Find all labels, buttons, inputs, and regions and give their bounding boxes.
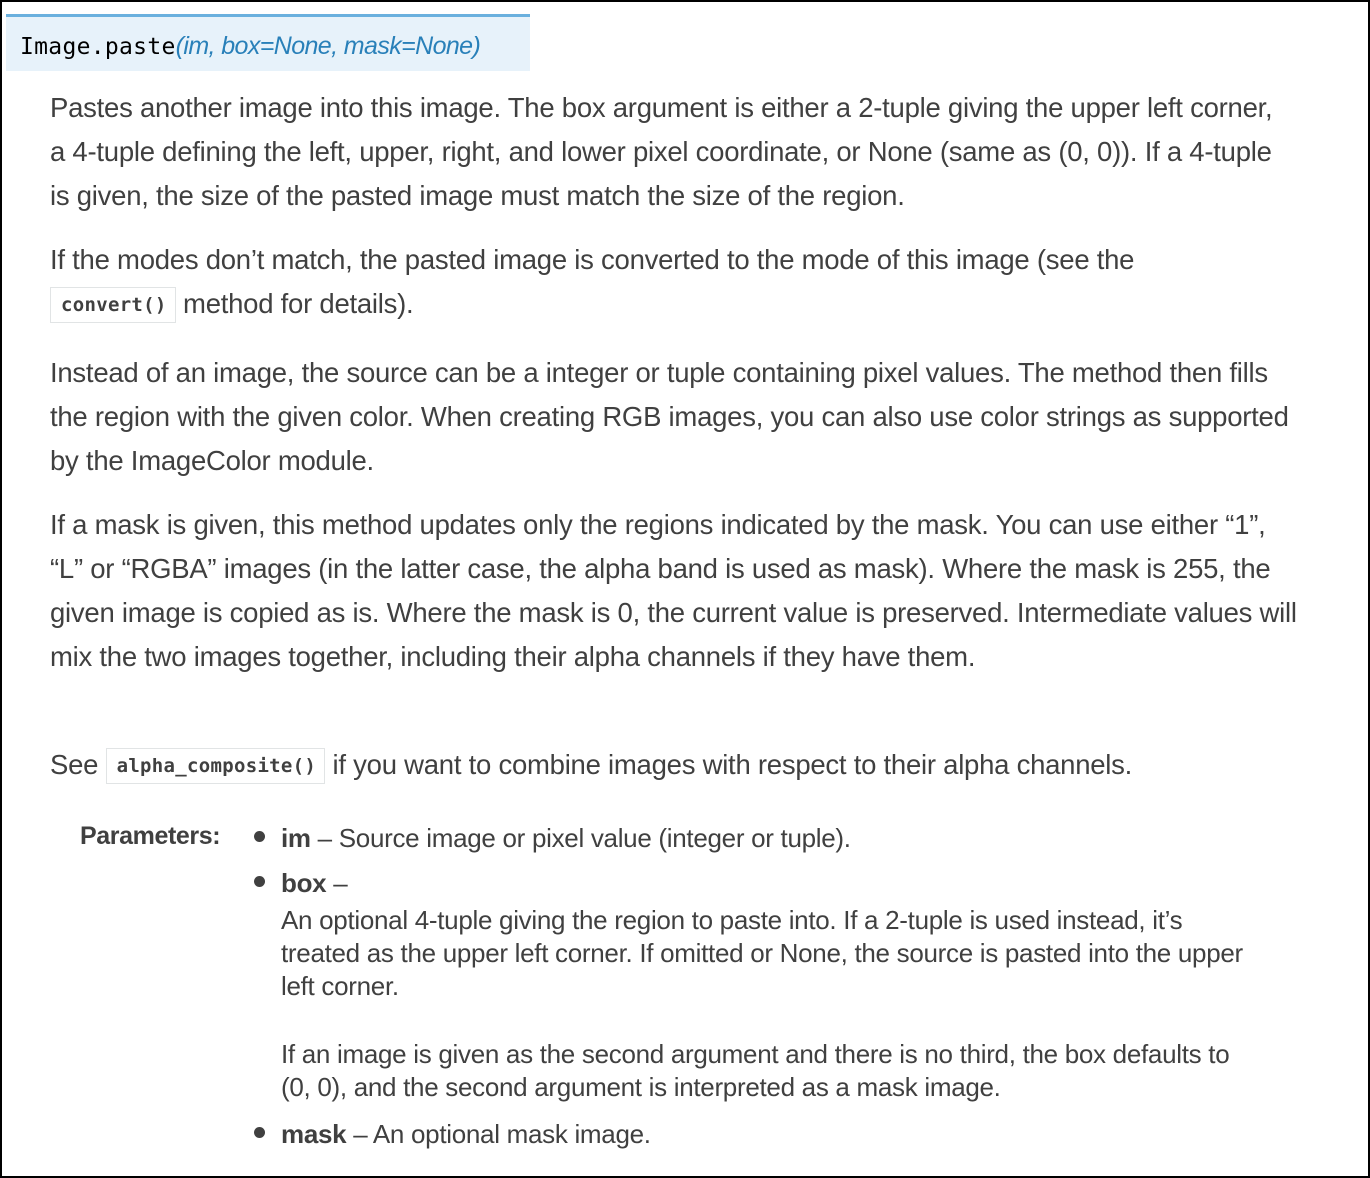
param-name: im — [281, 823, 311, 853]
param-text — [281, 1118, 651, 1151]
param-desc: An optional 4-tuple giving the region to paste into. If a 2-tuple is used instead, it’s treated as the upper left corner. If omitted or None, the source is pasted into the upper left corner. — [281, 905, 1243, 1001]
bullet-icon — [254, 876, 265, 887]
method-signature — [6, 14, 530, 71]
param-desc-extra: If an image is given as the second argument and there is no third, the box defaults to (0, 0), and the second argument is interpreted as a mask image. — [281, 1039, 1230, 1102]
open-paren: ( — [175, 32, 184, 60]
param-desc: An optional mask image. — [372, 1119, 651, 1149]
modes-text-after: method for details). — [183, 288, 414, 319]
see-text: See — [50, 749, 99, 780]
parameters-label: Parameters: — [80, 822, 221, 850]
param-desc: Source image or pixel value (integer or tuple). — [338, 823, 851, 853]
description-paragraph-mask: If a mask is given, this method updates only the regions indicated by the mask. You can use either “1”, “L” or “RGBA” images (in the latter case, the alpha band is used as mask). Where the mask is 255, the given image is copied as is. Where the mask is 0, the current value is preserved. Intermediate values will mix the two images together, including their alpha channels if they have them. — [50, 509, 1297, 672]
method-params: im, box=None, mask=None — [183, 32, 473, 60]
bullet-icon — [254, 831, 265, 842]
param-sep: – — [326, 868, 348, 898]
param-name: box — [281, 868, 327, 898]
param-sep: – — [310, 823, 339, 853]
alpha-composite-link[interactable]: alpha_composite() — [106, 748, 326, 784]
description-paragraph: Pastes another image into this image. The box argument is either a 2-tuple giving the upper left corner, a 4-tuple defining the left, upper, right, and lower pixel coordinate, or None (same as (0, 0)). If a 4-tuple is given, the size of the pasted image must match the size of the region. — [50, 92, 1273, 211]
close-paren: ) — [472, 32, 481, 60]
description-paragraph-see — [50, 743, 1300, 788]
description-paragraph-modes — [50, 238, 1290, 327]
description-paragraph-color: Instead of an image, the source can be a integer or tuple containing pixel values. The method then fills the region with the given color. When creating RGB images, you can also use color strings as supported by the ImageColor module. — [50, 357, 1289, 476]
modes-text: If the modes don’t match, the pasted image is converted to the mode of this image (see the — [50, 244, 1135, 275]
param-sep: – — [346, 1119, 373, 1149]
method-name: Image.paste — [20, 34, 176, 60]
param-text — [281, 822, 851, 855]
bullet-icon — [254, 1127, 265, 1138]
param-name: mask — [281, 1119, 347, 1149]
convert-link[interactable]: convert() — [50, 287, 176, 323]
see-text-after: if you want to combine images with respect to their alpha channels. — [332, 749, 1133, 780]
param-text — [281, 867, 347, 900]
